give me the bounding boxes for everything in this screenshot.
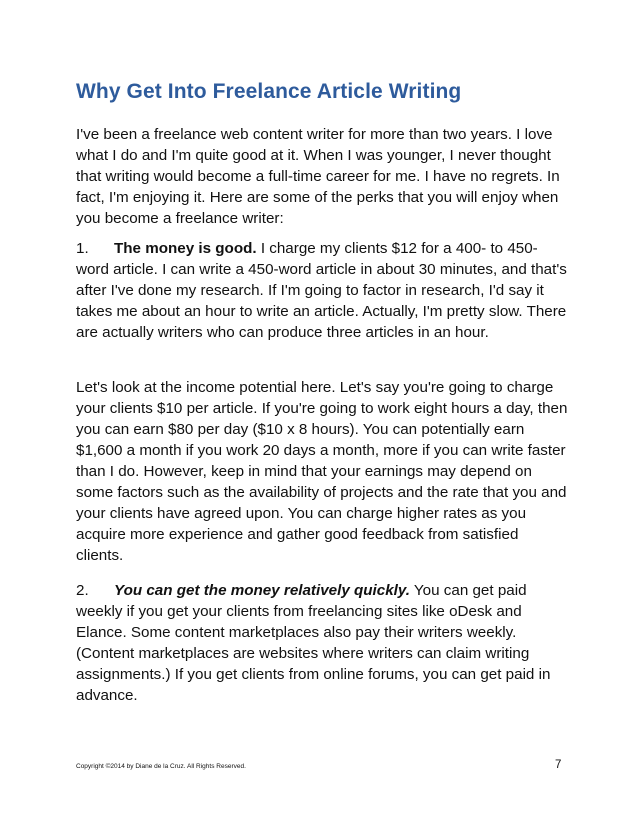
item-lead: The money is good.	[114, 240, 257, 257]
page-title: Why Get Into Freelance Article Writing	[76, 80, 462, 103]
item-number: 2.	[76, 582, 89, 599]
copyright-footer: Copyright ©2014 by Diane de la Cruz. All Rights Reserved.	[76, 763, 246, 770]
item-text: I charge my clients $12 for a 400- to 450-word article. I can write a 450-word article in about 30 minutes, and that's after I've done my research. If I'm going to factor in research, I'd say it takes me about an hour to write an article. Actually, I'm pretty slow. There are actually writers who can produce three articles in an hour.	[76, 240, 567, 341]
item-lead: You can get the money relatively quickly.	[114, 582, 410, 599]
list-item	[76, 238, 568, 343]
list-item	[76, 580, 568, 706]
page-number: 7	[555, 759, 562, 771]
intro-paragraph: I've been a freelance web content writer for more than two years. I love what I do and I'm quite good at it. When I was younger, I never thought that writing would become a full-time career for me. I have no regrets. In fact, I'm enjoying it. Here are some of the perks that you will enjoy when you become a freelance writer:	[76, 126, 560, 227]
income-paragraph: Let's look at the income potential here. Let's say you're going to charge your clients $10 per article. If you're going to work eight hours a day, then you can earn $80 per day ($10 x 8 hours). You can potentially earn $1,600 a month if you work 20 days a month, more if you can write faster than I do. However, keep in mind that your earnings may depend on some factors such as the availability of projects and the rate that you and your clients have agreed upon. You can charge higher rates as you acquire more experience and gather good feedback from satisfied clients.	[76, 379, 568, 564]
item-number: 1.	[76, 240, 89, 257]
item-text: You can get paid weekly if you get your clients from freelancing sites like oDesk and Elance. Some content marketplaces also pay their writers weekly. (Content marketplaces are websites where writers can claim writing assignments.) If you get clients from online forums, you can get paid in advance.	[76, 582, 551, 704]
